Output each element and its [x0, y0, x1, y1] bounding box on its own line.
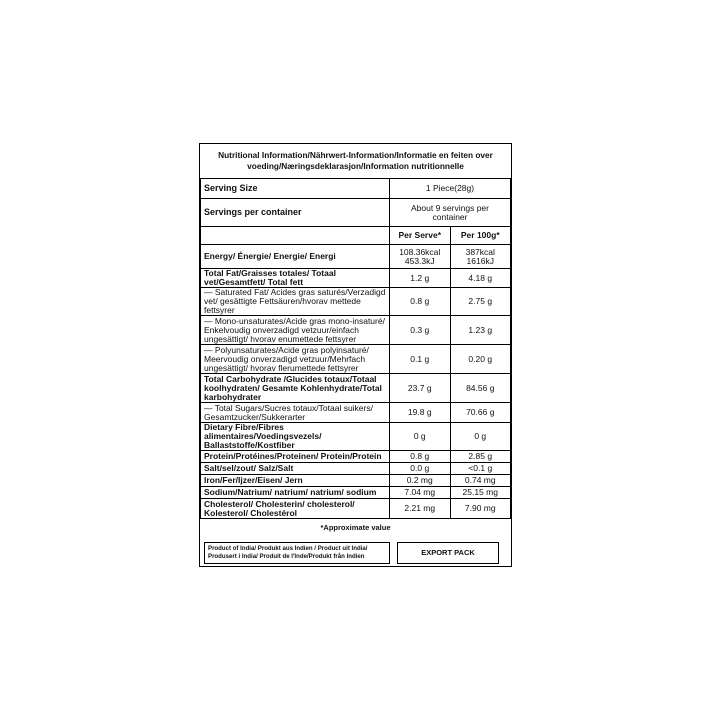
nutrient-row — [201, 345, 511, 374]
nutrient-rows — [201, 269, 511, 519]
nutrient-per-100g: 0 g — [450, 423, 511, 451]
nutrient-per-serve: 0 g — [390, 423, 451, 451]
origin-box: Product of India/ Produkt aus Indien / Product uit India/ Produsert i India/ Produit de l'Inde/Produkt från Indien — [204, 542, 390, 564]
nutrient-per-100g: 0.74 mg — [450, 475, 511, 487]
nutrient-row — [201, 374, 511, 403]
nutrient-row — [201, 288, 511, 316]
nutrient-row — [201, 316, 511, 345]
column-header-row — [201, 227, 511, 245]
nutrient-per-100g: 1.23 g — [450, 316, 511, 345]
nutrient-per-serve: 2.21 mg — [390, 499, 451, 519]
nutrient-per-100g: 84.56 g — [450, 374, 511, 403]
per-100g-header: Per 100g* — [450, 227, 511, 245]
nutrient-per-serve: 0.8 g — [390, 288, 451, 316]
nutrient-row — [201, 451, 511, 463]
nutrient-per-100g: 25.15 mg — [450, 487, 511, 499]
per-serve-header: Per Serve* — [390, 227, 451, 245]
serving-size-row — [201, 179, 511, 199]
nutrient-label: — Total Sugars/Sucres totaux/Totaal suikers/ Gesamtzucker/Sukkerarter — [201, 403, 390, 423]
nutrition-table — [200, 178, 511, 519]
nutrient-per-100g: 2.75 g — [450, 288, 511, 316]
servings-per-container-label: Servings per container — [201, 199, 390, 227]
nutrient-label: Total Carbohydrate /Glucides totaux/Totaal koolhydraten/ Gesamte Kohlenhydrate/Total karbohydrater — [201, 374, 390, 403]
nutrient-per-serve: 1.2 g — [390, 269, 451, 288]
nutrient-per-serve: 0.3 g — [390, 316, 451, 345]
nutrient-row — [201, 403, 511, 423]
export-pack-badge: EXPORT PACK — [397, 542, 499, 564]
nutrient-per-serve: 0.0 g — [390, 463, 451, 475]
nutrient-label: Total Fat/Graisses totales/ Totaal vet/Gesamtfett/ Total fett — [201, 269, 390, 288]
energy-per-100g: 387kcal 1616kJ — [450, 245, 511, 269]
nutrient-row — [201, 475, 511, 487]
serving-size-label: Serving Size — [201, 179, 390, 199]
servings-per-container-row — [201, 199, 511, 227]
nutrient-per-100g: 4.18 g — [450, 269, 511, 288]
nutrient-label: — Polyunsaturates/Acide gras polyinsaturé/ Meervoudig onverzadigd vetzuur/Mehrfach ungesättigt/ hvorav flerumettede fettsyrer — [201, 345, 390, 374]
nutrient-label: Cholesterol/ Cholesterin/ cholesterol/ Kolesterol/ Cholestérol — [201, 499, 390, 519]
serving-size-value: 1 Piece(28g) — [390, 179, 511, 199]
nutrition-label — [199, 143, 512, 567]
nutrient-per-serve: 19.8 g — [390, 403, 451, 423]
energy-row — [201, 245, 511, 269]
nutrient-row — [201, 499, 511, 519]
servings-per-container-value: About 9 servings per container — [390, 199, 511, 227]
nutrient-row — [201, 487, 511, 499]
footnote: *Approximate value — [320, 523, 391, 532]
nutrient-label: — Saturated Fat/ Acides gras saturés/Verzadigd vet/ gesättigte Fettsäuren/hvorav mettede fettsyrer — [201, 288, 390, 316]
nutrient-per-serve: 0.8 g — [390, 451, 451, 463]
nutrient-row — [201, 269, 511, 288]
nutrient-label: Dietary Fibre/Fibres alimentaires/Voedingsvezels/ Ballaststoffe/Kostfiber — [201, 423, 390, 451]
header-blank — [201, 227, 390, 245]
nutrient-label: Sodium/Natrium/ natrium/ natrium/ sodium — [201, 487, 390, 499]
nutrient-per-100g: 70.66 g — [450, 403, 511, 423]
nutrient-per-serve: 0.2 mg — [390, 475, 451, 487]
nutrient-label: — Mono-unsaturates/Acide gras mono-insaturé/ Enkelvoudig onverzadigd vetzuur/einfach ungesättigt/ hvorav enumettede fettsyrer — [201, 316, 390, 345]
nutrient-per-serve: 23.7 g — [390, 374, 451, 403]
nutrient-row — [201, 463, 511, 475]
nutrient-per-serve: 7.04 mg — [390, 487, 451, 499]
nutrient-per-100g: 2.85 g — [450, 451, 511, 463]
nutrient-row — [201, 423, 511, 451]
nutrient-label: Iron/Fer/Ijzer/Eisen/ Jern — [201, 475, 390, 487]
nutrient-per-serve: 0.1 g — [390, 345, 451, 374]
nutrient-label: Salt/sel/zout/ Salz/Salt — [201, 463, 390, 475]
nutrient-per-100g: 0.20 g — [450, 345, 511, 374]
energy-per-serve: 108.36kcal 453.3kJ — [390, 245, 451, 269]
nutrient-per-100g: <0.1 g — [450, 463, 511, 475]
energy-label: Energy/ Énergie/ Energie/ Energi — [201, 245, 390, 269]
nutrient-label: Protein/Protéines/Proteinen/ Protein/Protein — [201, 451, 390, 463]
nutrition-title: Nutritional Information/Nährwert-Information/Informatie en feiten over voeding/Næringsdeklarasjon/Information nutritionnelle — [218, 150, 493, 171]
nutrient-per-100g: 7.90 mg — [450, 499, 511, 519]
